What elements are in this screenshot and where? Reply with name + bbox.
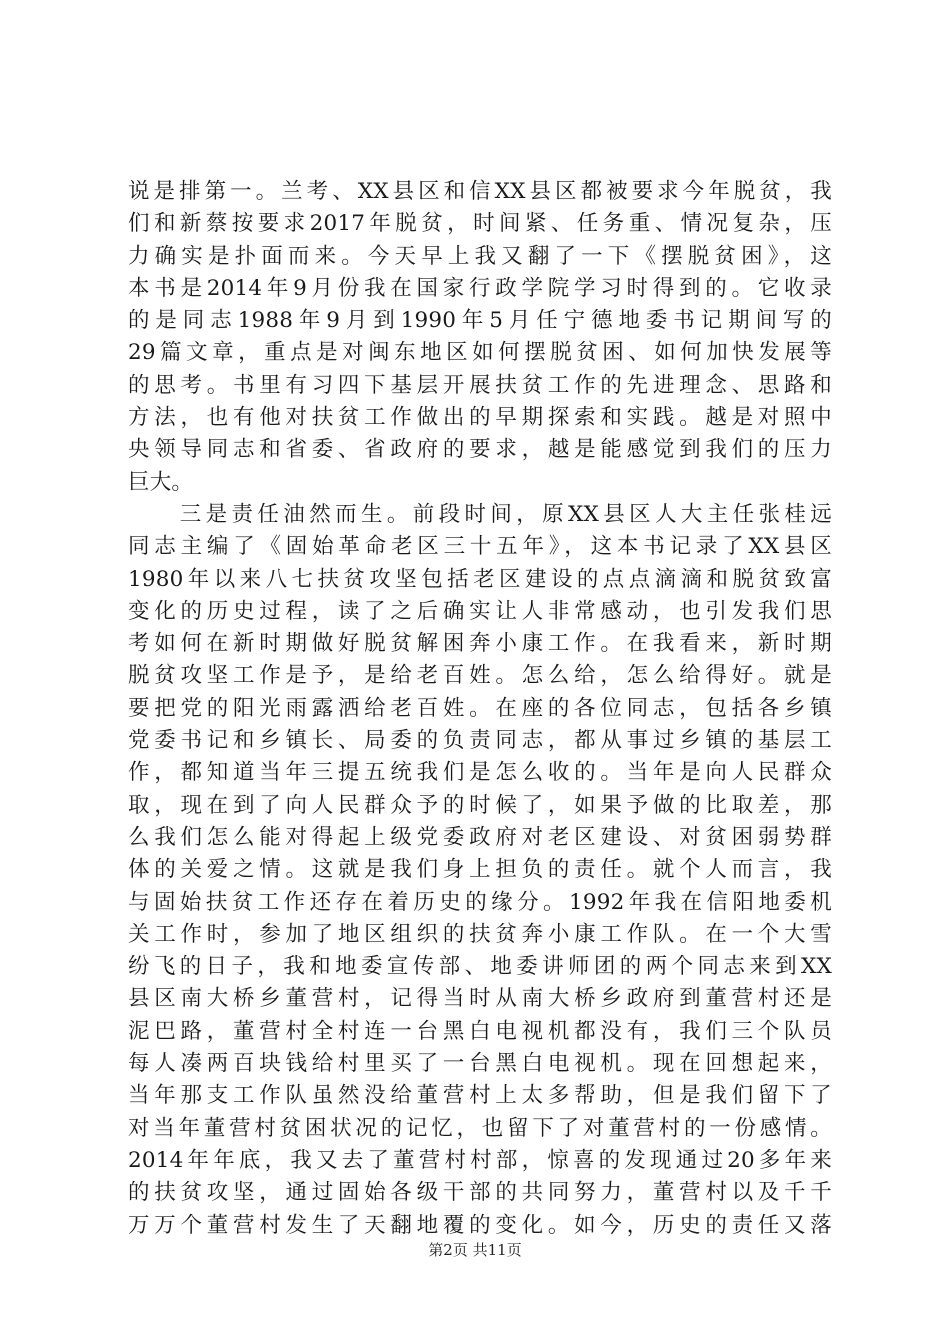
- text-line: 力确实是扑面而来。今天早上我又翻了一下《摆脱贫困》，这: [128, 243, 832, 269]
- text-line: 本书是2014年9月份我在国家行政学院学习时得到的。它收录: [128, 275, 832, 301]
- text-line: 三是责任油然而生。前段时间，原XX县区人大主任张桂远: [128, 501, 832, 527]
- text-line: 的扶贫攻坚，通过固始各级干部的共同努力，董营村以及千千: [128, 1180, 832, 1206]
- text-line: 党委书记和乡镇长、局委的负责同志，都从事过乡镇的基层工: [128, 728, 832, 754]
- text-line: 县区南大桥乡董营村，记得当时从南大桥乡政府到董营村还是: [128, 986, 832, 1012]
- text-line: 巨大。: [128, 469, 194, 495]
- text-line: 与固始扶贫工作还存在着历史的缘分。1992年我在信阳地委机: [128, 889, 832, 915]
- text-line: 每人凑两百块钱给村里买了一台黑白电视机。现在回想起来，: [128, 1051, 832, 1077]
- text-line: 同志主编了《固始革命老区三十五年》，这本书记录了XX县区: [128, 534, 832, 560]
- text-line: 2014年年底，我又去了董营村村部，惊喜的发现通过20多年来: [128, 1147, 832, 1173]
- text-line: 对当年董营村贫困状况的记忆，也留下了对董营村的一份感情。: [128, 1115, 832, 1141]
- text-line: 取，现在到了向人民群众予的时候了，如果予做的比取差，那: [128, 792, 832, 818]
- text-line: 脱贫攻坚工作是予，是给老百姓。怎么给，怎么给得好。就是: [128, 663, 832, 689]
- text-line: 说是排第一。兰考、XX县区和信XX县区都被要求今年脱贫，我: [128, 179, 832, 204]
- text-line: 么我们怎么能对得起上级党委政府对老区建设、对贫困弱势群: [128, 824, 832, 850]
- text-line: 29篇文章，重点是对闽东地区如何摆脱贫困、如何加快发展等: [128, 340, 832, 366]
- document-body: [128, 176, 832, 1242]
- text-line: 作，都知道当年三提五统我们是怎么收的。当年是向人民群众: [128, 760, 832, 786]
- text-line: 方法，也有他对扶贫工作做出的早期探索和实践。越是对照中: [128, 405, 832, 431]
- text-line: 体的关爱之情。这就是我们身上担负的责任。就个人而言，我: [128, 857, 832, 883]
- text-line: 万万个董营村发生了天翻地覆的变化。如今，历史的责任又落: [128, 1212, 832, 1238]
- text-line: 央领导同志和省委、省政府的要求，越是能感觉到我们的压力: [128, 437, 832, 463]
- text-line: 泥巴路，董营村全村连一台黑白电视机都没有，我们三个队员: [128, 1018, 832, 1044]
- text-line: 考如何在新时期做好脱贫解困奔小康工作。在我看来，新时期: [128, 631, 832, 657]
- text-line: 们和新蔡按要求2017年脱贫，时间紧、任务重、情况复杂，压: [128, 211, 832, 237]
- page-number-footer: 第2页 共11页: [428, 1241, 522, 1259]
- text-line: 的思考。书里有习四下基层开展扶贫工作的先进理念、思路和: [128, 372, 832, 398]
- text-line: 当年那支工作队虽然没给董营村上太多帮助，但是我们留下了: [128, 1083, 832, 1109]
- text-line: 要把党的阳光雨露洒给老百姓。在座的各位同志，包括各乡镇: [128, 695, 832, 721]
- text-line: 关工作时，参加了地区组织的扶贫奔小康工作队。在一个大雪: [128, 921, 832, 947]
- text-line: 的是同志1988年9月到1990年5月任宁德地委书记期间写的: [128, 308, 832, 334]
- text-line: 变化的历史过程，读了之后确实让人非常感动，也引发我们思: [128, 598, 832, 624]
- text-line: 纷飞的日子，我和地委宣传部、地委讲师团的两个同志来到XX: [128, 954, 832, 980]
- text-line: 1980年以来八七扶贫攻坚包括老区建设的点点滴滴和脱贫致富: [128, 566, 832, 592]
